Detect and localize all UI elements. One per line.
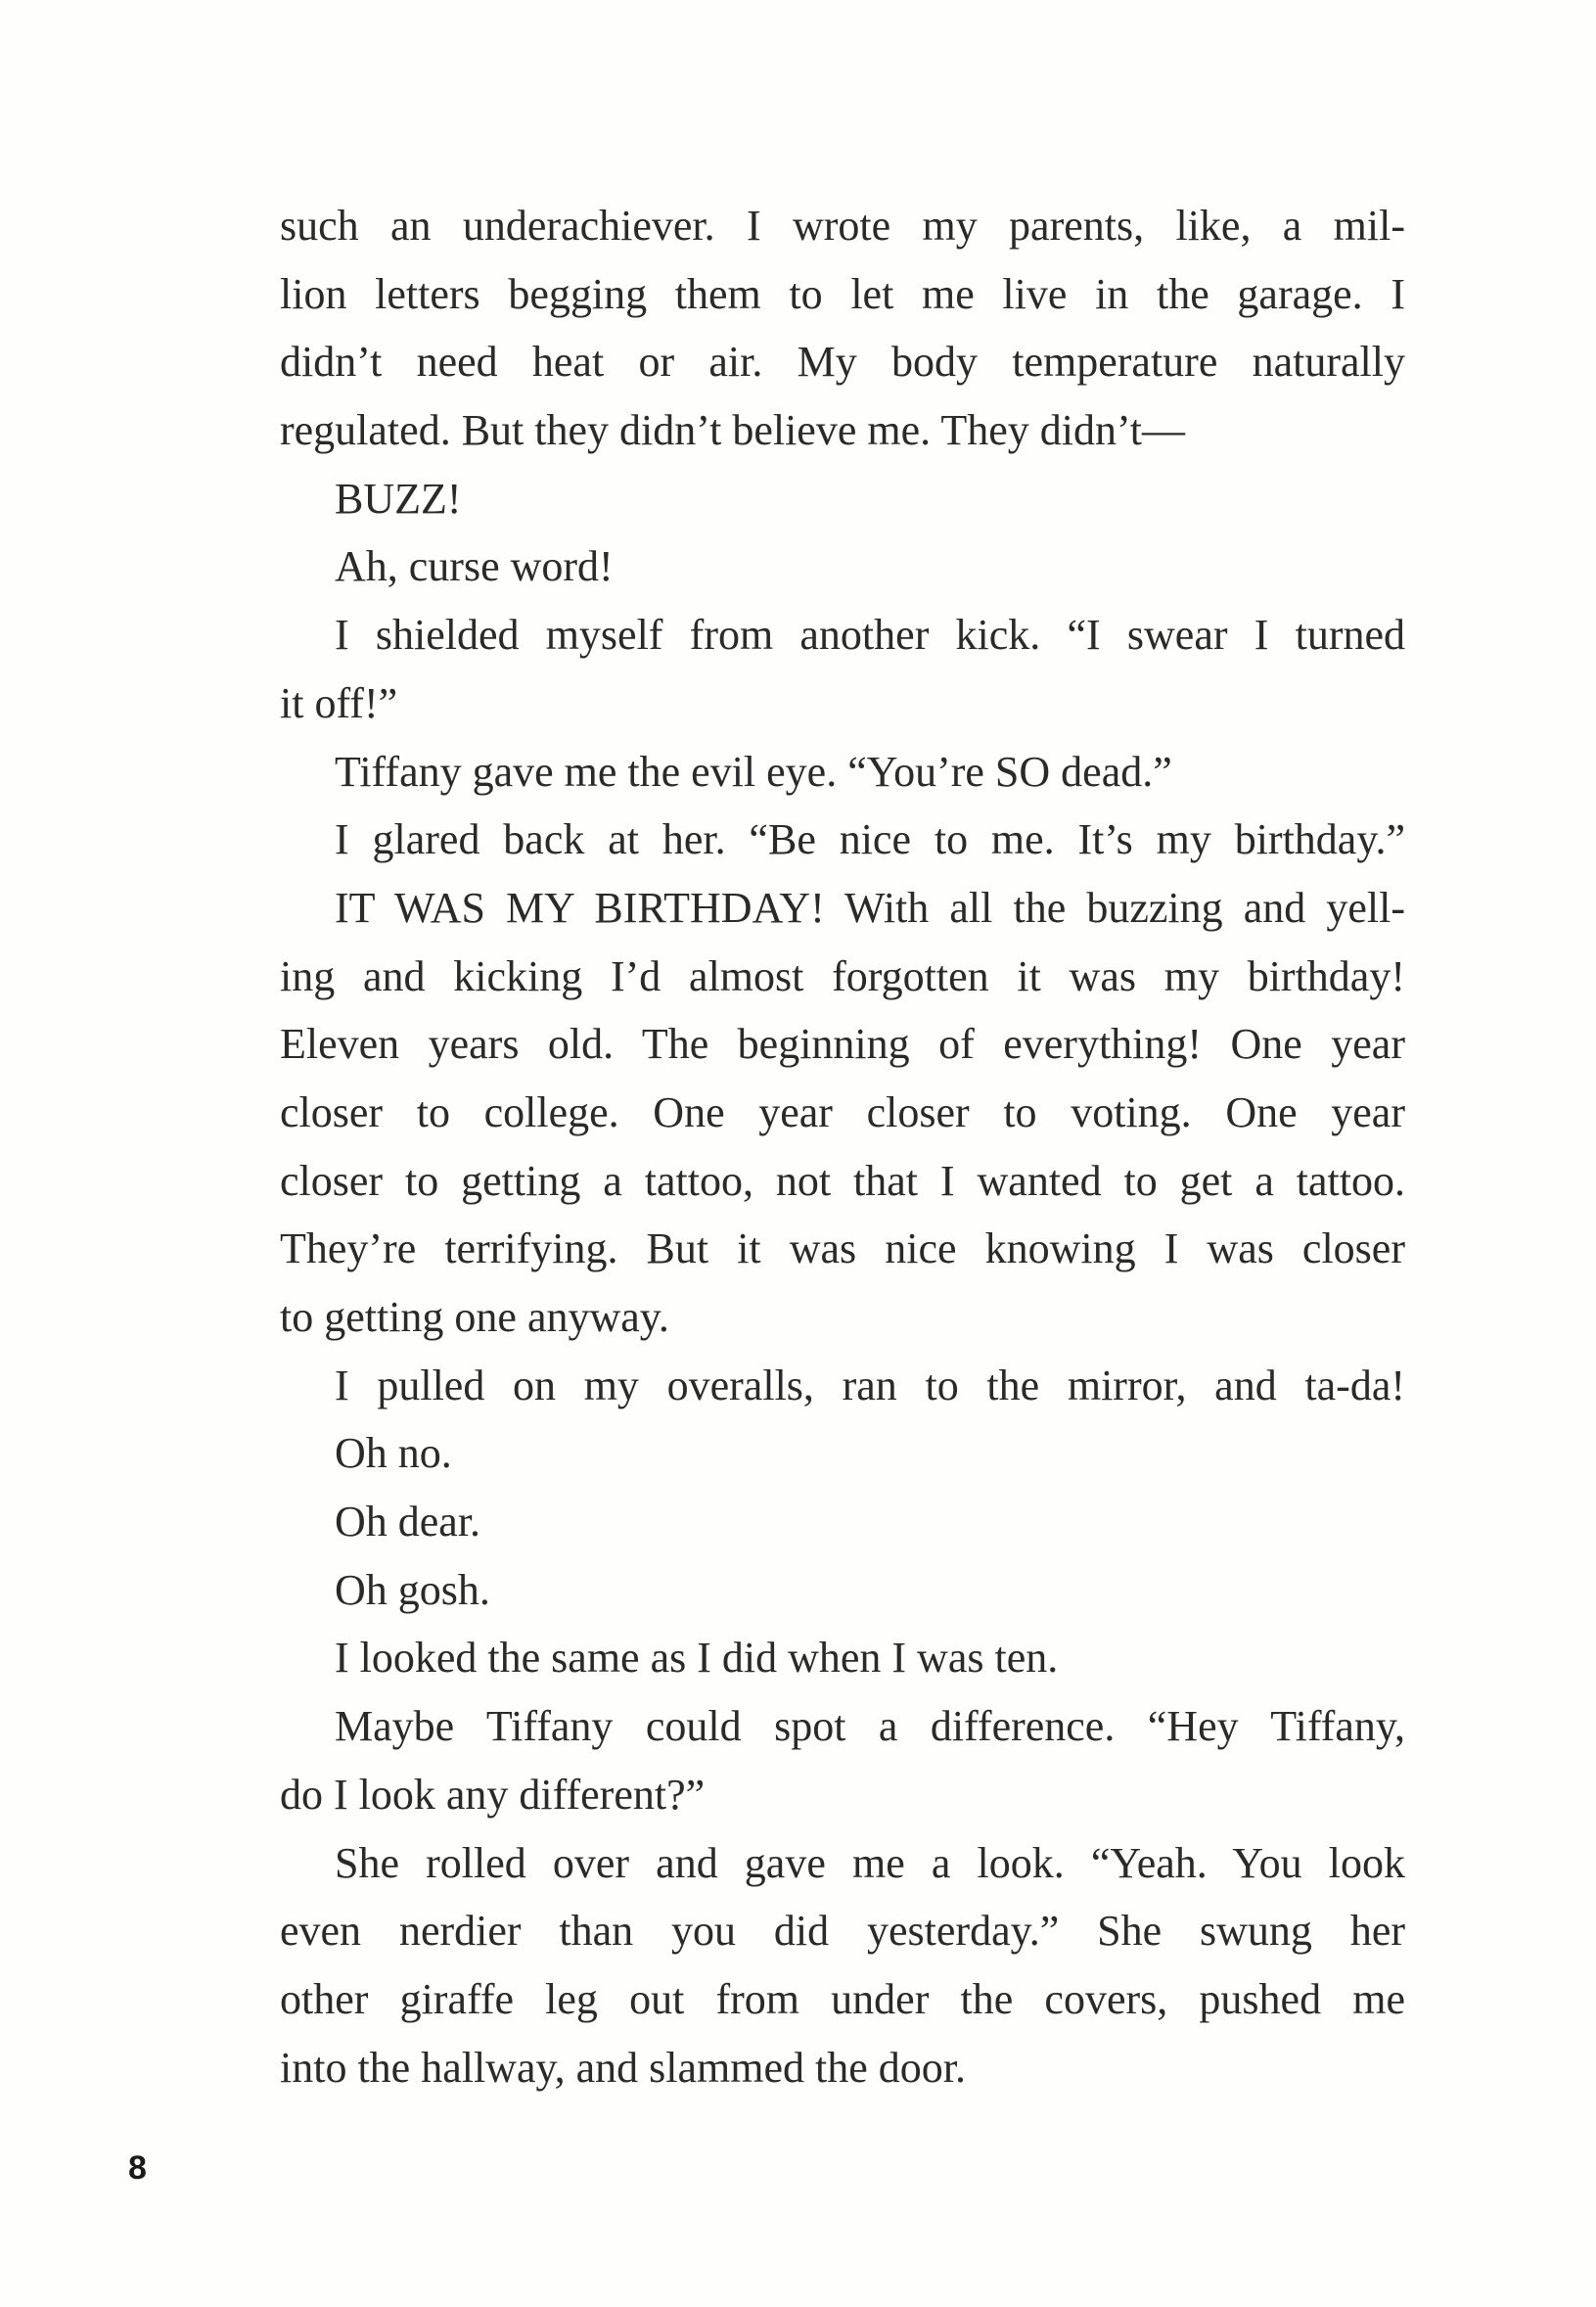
text-line: Eleven years old. The beginning of everything! One year: [280, 1020, 1405, 1069]
body-text: [280, 192, 1405, 2101]
text-line: closer to college. One year closer to voting. One year: [280, 1087, 1405, 1136]
text-line: I pulled on my overalls, ran to the mirror, and ta-da!: [335, 1361, 1405, 1409]
text-line: She rolled over and gave me a look. “Yeah. You look: [335, 1838, 1405, 1887]
text-line: They’re terrifying. But it was nice knowing I was closer: [280, 1224, 1405, 1273]
text-line: ing and kicking I’d almost forgotten it was my birthday!: [280, 951, 1405, 1000]
text-line: such an underachiever. I wrote my parents, like, a mil-: [280, 202, 1405, 250]
text-line: Oh gosh.: [335, 1565, 490, 1614]
page-number: 8: [128, 2149, 147, 2187]
text-line: I shielded myself from another kick. “I swear I turned: [335, 611, 1405, 660]
text-line: other giraffe leg out from under the covers, pushed me: [280, 1974, 1405, 2023]
text-line: Tiffany gave me the evil eye. “You’re SO dead.”: [335, 747, 1172, 796]
text-line: lion letters begging them to let me live in the garage. I: [280, 269, 1405, 318]
text-line: Oh no.: [335, 1429, 452, 1478]
text-line: regulated. But they didn’t believe me. They didn’t—: [280, 406, 1186, 455]
text-line: Oh dear.: [335, 1498, 481, 1546]
text-line: even nerdier than you did yesterday.” She swung her: [280, 1907, 1405, 1956]
text-line: closer to getting a tattoo, not that I wanted to get a tattoo.: [280, 1156, 1405, 1205]
text-line: to getting one anyway.: [280, 1293, 669, 1341]
text-line: Ah, curse word!: [335, 542, 614, 591]
text-line: I looked the same as I did when I was ten.: [335, 1634, 1059, 1683]
text-line: I glared back at her. “Be nice to me. It’s my birthday.”: [335, 815, 1405, 864]
text-line: into the hallway, and slammed the door.: [280, 2043, 966, 2092]
text-line: didn’t need heat or air. My body temperature naturally: [280, 338, 1405, 387]
text-line: IT WAS MY BIRTHDAY! With all the buzzing and yell-: [335, 883, 1405, 932]
text-line: BUZZ!: [335, 474, 462, 523]
text-line: it off!”: [280, 678, 398, 727]
text-line: Maybe Tiffany could spot a difference. “Hey Tiffany,: [335, 1702, 1405, 1751]
text-line: do I look any different?”: [280, 1770, 706, 1819]
